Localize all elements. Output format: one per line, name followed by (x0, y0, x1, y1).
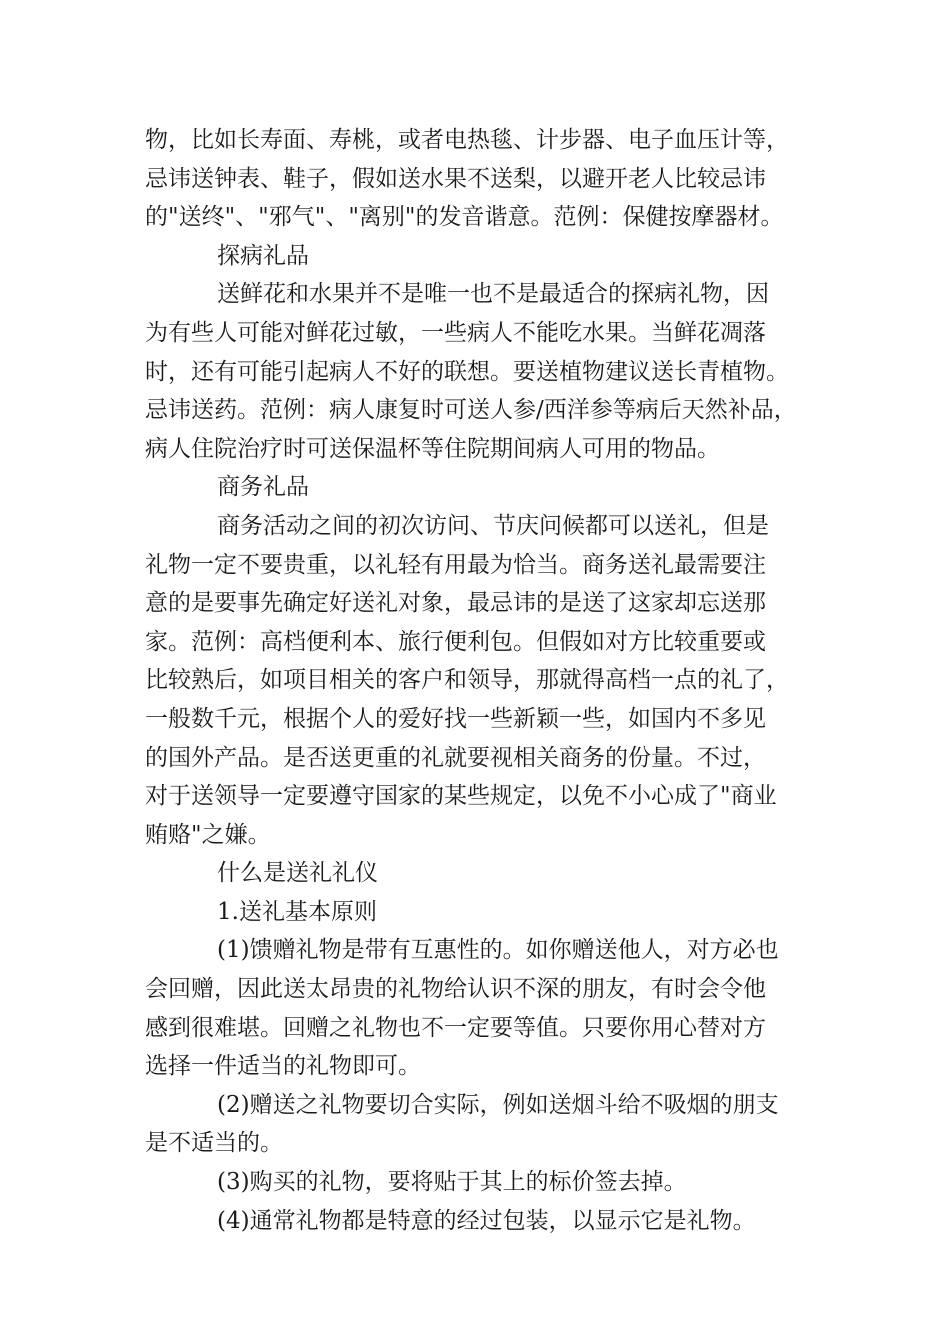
section-heading-gift-etiquette: 什么是送礼礼仪 (217, 860, 378, 887)
body-text-line: 对于送领导一定要遵守国家的某些规定，以免不小心成了"商业 (145, 783, 777, 810)
body-text-line: 送鲜花和水果并不是唯一也不是最适合的探病礼物，因 (217, 281, 769, 308)
body-text-line: 为有些人可能对鲜花过敏，一些病人不能吃水果。当鲜花凋落 (145, 319, 766, 346)
list-item-2: (2)赠送之礼物要切合实际，例如送烟斗给不吸烟的朋支 (217, 1091, 779, 1118)
body-text-line: 家。范例：高档便利本、旅行便利包。但假如对方比较重要或 (145, 628, 766, 655)
body-text-line: 的"送终"、"邪气"、"离别"的发音谐意。范例：保健按摩器材。 (145, 204, 784, 231)
body-text-line: 比较熟后，如项目相关的客户和领导，那就得高档一点的礼了， (145, 667, 789, 694)
body-text-line: 感到很难堪。回赠之礼物也不一定要等值。只要你用心替对方 (145, 1014, 766, 1041)
body-text-line: 一般数千元，根据个人的爱好找一些新颖一些，如国内不多见 (145, 705, 766, 732)
body-text-line: 选择一件适当的礼物即可。 (145, 1053, 421, 1080)
body-text-line: 物，比如长寿面、寿桃，或者电热毯、计步器、电子血压计等， (145, 127, 789, 153)
body-text-line: 意的是要事先确定好送礼对象，最忌讳的是送了这家却忘送那 (145, 590, 766, 617)
body-text-line: 忌讳送药。范例：病人康复时可送人参/西洋参等病后天然补品， (145, 397, 797, 424)
document-body (145, 121, 815, 1240)
body-text-line: 会回赠，因此送太昂贵的礼物给认识不深的朋友，有时会令他 (145, 976, 766, 1003)
body-text-line: 的国外产品。是否送更重的礼就要视相关商务的份量。不过， (145, 744, 766, 771)
body-text-line: 商务活动之间的初次访问、节庆问候都可以送礼，但是 (217, 512, 769, 539)
section-heading-business-gifts: 商务礼品 (217, 474, 309, 501)
list-item-4: (4)通常礼物都是特意的经过包装，以显示它是礼物。 (217, 1207, 756, 1234)
body-text-line: 是不适当的。 (145, 1130, 283, 1157)
section-heading-visiting-sick: 探病礼品 (217, 242, 309, 269)
body-text-line: 病人住院治疗时可送保温杯等住院期间病人可用的物品。 (145, 435, 720, 462)
body-text-line: 时，还有可能引起病人不好的联想。要送植物建议送长青植物。 (145, 358, 789, 385)
body-text-line: 贿赂"之嫌。 (145, 821, 271, 848)
list-item-3: (3)购买的礼物，要将贴于其上的标价签去掉。 (217, 1169, 687, 1196)
subheading-basic-principles: 1.送礼基本原则 (217, 898, 377, 925)
body-text-line: 忌讳送钟表、鞋子，假如送水果不送梨，以避开老人比较忌讳 (145, 165, 766, 192)
list-item-1: (1)馈赠礼物是带有互惠性的。如你赠送他人，对方必也 (217, 937, 779, 964)
body-text-line: 礼物一定不要贵重，以礼轻有用最为恰当。商务送礼最需要注 (145, 551, 766, 578)
